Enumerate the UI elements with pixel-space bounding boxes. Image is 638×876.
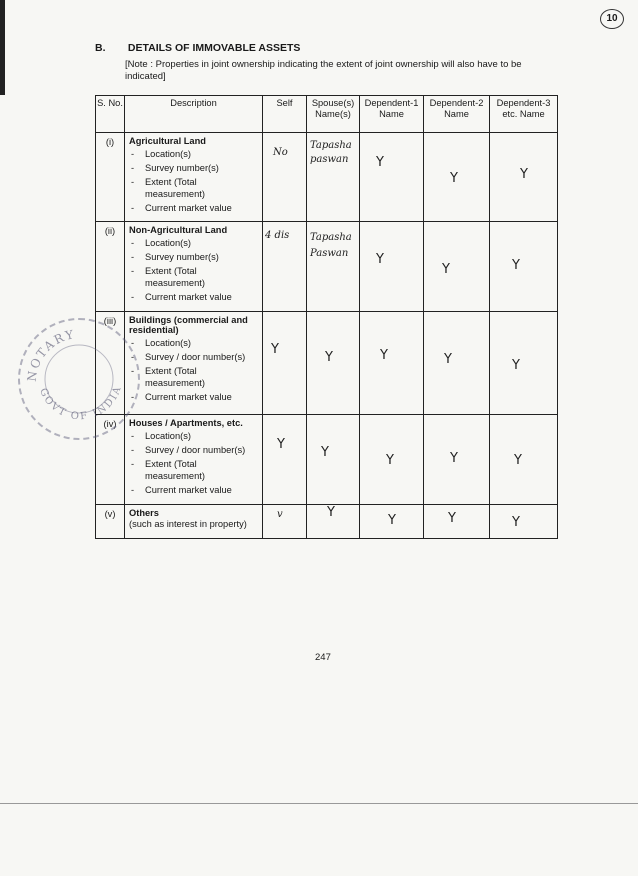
handwritten-self: Y (271, 342, 279, 357)
row-item-list (129, 430, 258, 496)
handwritten-dependent-1: Y (386, 453, 394, 468)
cell-dependent-3 (490, 312, 558, 415)
section-note: [Note : Properties in joint ownership indicating the extent of joint ownership will also have to be indicated] (125, 59, 522, 82)
row-title: Agricultural Land (129, 136, 206, 146)
handwritten-spouse: Y (327, 505, 335, 520)
row-description (125, 415, 263, 505)
scan-edge-shadow (0, 0, 5, 95)
header-spouse: Spouse(s) Name(s) (307, 96, 360, 133)
table-row (96, 312, 558, 415)
row-sno: (iv) (96, 415, 125, 505)
list-item: - Current market value (129, 202, 258, 214)
row-item-list (129, 337, 258, 403)
table-row (96, 222, 558, 312)
list-item: - Extent (Total measurement) (129, 265, 258, 289)
cell-dependent-1 (360, 312, 424, 415)
row-sno: (v) (96, 505, 125, 539)
row-title: Buildings (commercial and residential) (129, 315, 248, 335)
list-item: - Survey / door number(s) (129, 444, 258, 456)
handwritten-spouse: Tapasha Paswan (310, 232, 352, 259)
cell-dependent-3 (490, 505, 558, 539)
cell-self (263, 505, 307, 539)
handwritten-dependent-1: Y (388, 513, 396, 528)
list-item: - Extent (Total measurement) (129, 458, 258, 482)
row-title: Houses / Apartments, etc. (129, 418, 243, 428)
row-sno: (i) (96, 133, 125, 222)
list-item: - Survey / door number(s) (129, 351, 258, 363)
table-row (96, 505, 558, 539)
handwritten-spouse: Y (321, 445, 329, 460)
cell-dependent-1 (360, 222, 424, 312)
list-item: - Location(s) (129, 148, 258, 160)
handwritten-dependent-3: Y (512, 358, 520, 373)
handwritten-dependent-1: Y (376, 155, 384, 170)
cell-spouse (307, 222, 360, 312)
cell-dependent-2 (424, 415, 490, 505)
handwritten-self: Y (277, 437, 285, 452)
svg-text:NOTARY (25, 327, 77, 382)
header-dependent-3: Dependent-3 etc. Name (490, 96, 558, 133)
page-number: 247 (315, 652, 331, 663)
handwritten-dependent-2: Y (448, 511, 456, 526)
list-item: - Extent (Total measurement) (129, 365, 258, 389)
cell-dependent-3 (490, 133, 558, 222)
immovable-assets-table-wrap (95, 95, 558, 539)
section-heading (95, 42, 300, 54)
table-header-row (96, 96, 558, 133)
header-sno: S. No. (96, 96, 125, 133)
handwritten-dependent-2: Y (450, 451, 458, 466)
handwritten-dependent-3: Y (512, 258, 520, 273)
cell-dependent-1 (360, 505, 424, 539)
cell-dependent-2 (424, 222, 490, 312)
handwritten-dependent-1: Y (376, 252, 384, 267)
cell-dependent-1 (360, 133, 424, 222)
list-item: - Location(s) (129, 237, 258, 249)
table-row (96, 133, 558, 222)
cell-dependent-2 (424, 505, 490, 539)
handwritten-dependent-2: Y (442, 262, 450, 277)
handwritten-self: 4 dis (265, 230, 290, 241)
row-description (125, 312, 263, 415)
header-dependent-2: Dependent-2 Name (424, 96, 490, 133)
row-subtitle: (such as interest in property) (129, 519, 247, 529)
cell-self (263, 222, 307, 312)
handwritten-dependent-3: Y (520, 167, 528, 182)
cell-dependent-2 (424, 312, 490, 415)
row-sno: (iii) (96, 312, 125, 415)
handwritten-dependent-2: Y (444, 352, 452, 367)
seal-top-text: NOTARY (24, 327, 77, 383)
cell-dependent-3 (490, 415, 558, 505)
list-item: - Current market value (129, 484, 258, 496)
header-self: Self (263, 96, 307, 133)
list-item: - Survey number(s) (129, 251, 258, 263)
cell-dependent-3 (490, 222, 558, 312)
header-description: Description (125, 96, 263, 133)
row-title: Others (129, 508, 159, 518)
handwritten-spouse: Tapasha paswan (310, 140, 352, 165)
row-item-list (129, 148, 258, 214)
cell-spouse (307, 505, 360, 539)
seal-bottom-text: GOVT OF INDIA (36, 383, 125, 423)
list-item: - Current market value (129, 291, 258, 303)
row-item-list (129, 237, 258, 303)
header-dependent-1: Dependent-1 Name (360, 96, 424, 133)
list-item: - Extent (Total measurement) (129, 176, 258, 200)
handwritten-self: v (277, 509, 283, 520)
list-item: - Location(s) (129, 337, 258, 349)
cell-self (263, 133, 307, 222)
row-description (125, 222, 263, 312)
cell-spouse (307, 133, 360, 222)
cell-dependent-2 (424, 133, 490, 222)
section-title: DETAILS OF IMMOVABLE ASSETS (127, 42, 301, 54)
handwritten-self: No (273, 147, 288, 158)
row-description (125, 133, 263, 222)
cell-self (263, 415, 307, 505)
row-sno: (ii) (96, 222, 125, 312)
list-item: - Current market value (129, 391, 258, 403)
cell-self (263, 312, 307, 415)
section-number: B. (95, 42, 106, 54)
table-row (96, 415, 558, 505)
list-item: - Location(s) (129, 430, 258, 442)
cell-spouse (307, 312, 360, 415)
row-description (125, 505, 263, 539)
cell-spouse (307, 415, 360, 505)
handwritten-dependent-3: Y (512, 515, 520, 530)
row-title: Non-Agricultural Land (129, 225, 228, 235)
page-badge: 10 (600, 9, 624, 29)
handwritten-dependent-1: Y (380, 348, 388, 363)
cell-dependent-1 (360, 415, 424, 505)
handwritten-spouse: Y (325, 350, 333, 365)
handwritten-dependent-2: Y (450, 171, 458, 186)
list-item: - Survey number(s) (129, 162, 258, 174)
immovable-assets-table (95, 95, 558, 539)
handwritten-dependent-3: Y (514, 453, 522, 468)
scan-bottom-line (0, 803, 638, 804)
